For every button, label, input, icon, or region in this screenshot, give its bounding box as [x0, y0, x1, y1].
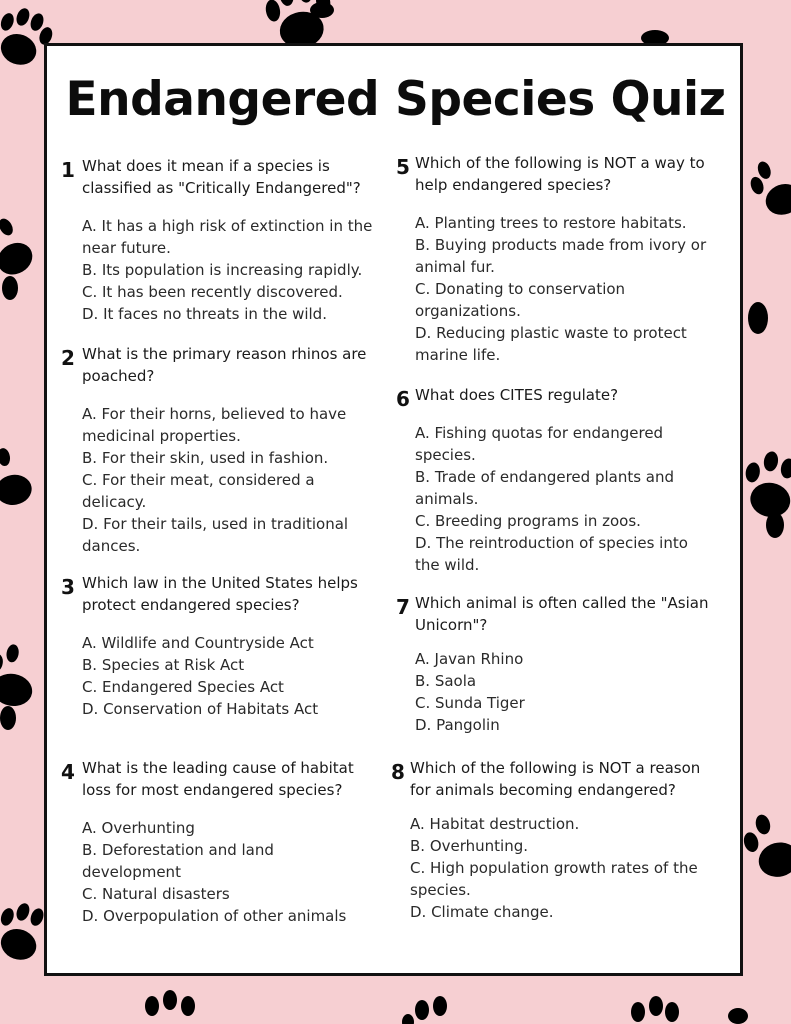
answer-option: C. Natural disasters — [82, 885, 230, 903]
answer-option: D. The reintroduction of species into the wild. — [415, 534, 688, 574]
answer-option: C. Breeding programs in zoos. — [415, 512, 641, 530]
paw-print-icon — [738, 808, 791, 883]
paw-toe-icon — [0, 706, 16, 730]
paw-toe-icon — [766, 512, 784, 538]
paw-print-icon — [0, 641, 40, 709]
answer-option: B. Buying products made from ivory or animal fur. — [415, 236, 707, 276]
answer-option: D. It faces no threats in the wild. — [82, 305, 327, 323]
paw-print-icon — [744, 153, 791, 223]
question-text: What is the leading cause of habitat loss for most endangered species? — [82, 759, 354, 799]
answer-option: A. Wildlife and Countryside Act — [82, 634, 314, 652]
answer-option: C. For their meat, considered a delicacy. — [82, 471, 315, 511]
answer-options — [410, 813, 710, 923]
question-text: Which law in the United States helps protect endangered species? — [82, 574, 358, 614]
question-number: 3 — [61, 575, 75, 599]
answer-option: A. It has a high risk of extinction in the near future. — [82, 217, 373, 257]
question-number: 2 — [61, 346, 75, 370]
question-number: 8 — [391, 760, 405, 784]
answer-option: A. Javan Rhino — [415, 650, 524, 668]
answer-option: D. Pangolin — [415, 716, 500, 734]
paw-toe-icon — [748, 302, 768, 334]
page-title: Endangered Species Quiz — [65, 72, 726, 127]
answer-option: D. Climate change. — [410, 903, 554, 921]
paw-print-icon — [631, 996, 679, 1022]
answer-option: C. High population growth rates of the species. — [410, 859, 698, 899]
answer-option: C. Donating to conservation organizations. — [415, 280, 626, 320]
answer-option: C. It has been recently discovered. — [82, 283, 343, 301]
question-text: What is the primary reason rhinos are poached? — [82, 345, 367, 385]
question-text: Which of the following is NOT a way to help endangered species? — [415, 154, 705, 194]
answer-option: D. Overpopulation of other animals — [82, 907, 347, 925]
answer-options — [82, 632, 372, 720]
answer-options — [82, 817, 357, 927]
answer-options — [82, 403, 357, 557]
answer-option: D. Conservation of Habitats Act — [82, 700, 319, 718]
paw-toe-icon — [728, 1008, 748, 1024]
answer-options — [415, 422, 705, 576]
question-text: What does it mean if a species is classified as "Critically Endangered"? — [82, 157, 361, 197]
question-number: 6 — [396, 387, 410, 411]
question-text: Which of the following is NOT a reason for animals becoming endangered? — [410, 759, 701, 799]
answer-option: A. Overhunting — [82, 819, 195, 837]
paw-print-icon — [0, 444, 34, 508]
answer-options — [415, 648, 705, 736]
question-number: 1 — [61, 158, 75, 182]
paw-print-icon — [0, 214, 38, 284]
answer-option: B. For their skin, used in fashion. — [82, 449, 329, 467]
answer-option: B. Species at Risk Act — [82, 656, 245, 674]
answer-option: D. Reducing plastic waste to protect marine life. — [415, 324, 687, 364]
answer-option: B. Saola — [415, 672, 477, 690]
paw-print-icon — [145, 990, 195, 1016]
question-text: Which animal is often called the "Asian Unicorn"? — [415, 594, 709, 634]
answer-option: B. Trade of endangered plants and animals. — [415, 468, 675, 508]
answer-option: B. Deforestation and land development — [82, 841, 274, 881]
question-number: 7 — [396, 595, 410, 619]
paw-print-icon — [402, 996, 447, 1024]
paw-print-icon — [0, 897, 50, 965]
answer-option: A. Habitat destruction. — [410, 815, 580, 833]
paw-toe-icon — [2, 276, 18, 300]
answer-options — [82, 215, 377, 325]
question-number: 4 — [61, 760, 75, 784]
paw-print-icon — [739, 448, 791, 521]
answer-option: B. Its population is increasing rapidly. — [82, 261, 363, 279]
answer-option: C. Sunda Tiger — [415, 694, 525, 712]
answer-option: B. Overhunting. — [410, 837, 529, 855]
answer-option: A. Fishing quotas for endangered species. — [415, 424, 664, 464]
answer-options — [415, 212, 715, 366]
answer-option: D. For their tails, used in traditional dances. — [82, 515, 349, 555]
question-number: 5 — [396, 155, 410, 179]
paw-toe-icon — [310, 2, 334, 18]
answer-option: A. For their horns, believed to have medicinal properties. — [82, 405, 347, 445]
answer-option: A. Planting trees to restore habitats. — [415, 214, 687, 232]
question-text: What does CITES regulate? — [415, 386, 619, 404]
answer-option: C. Endangered Species Act — [82, 678, 284, 696]
